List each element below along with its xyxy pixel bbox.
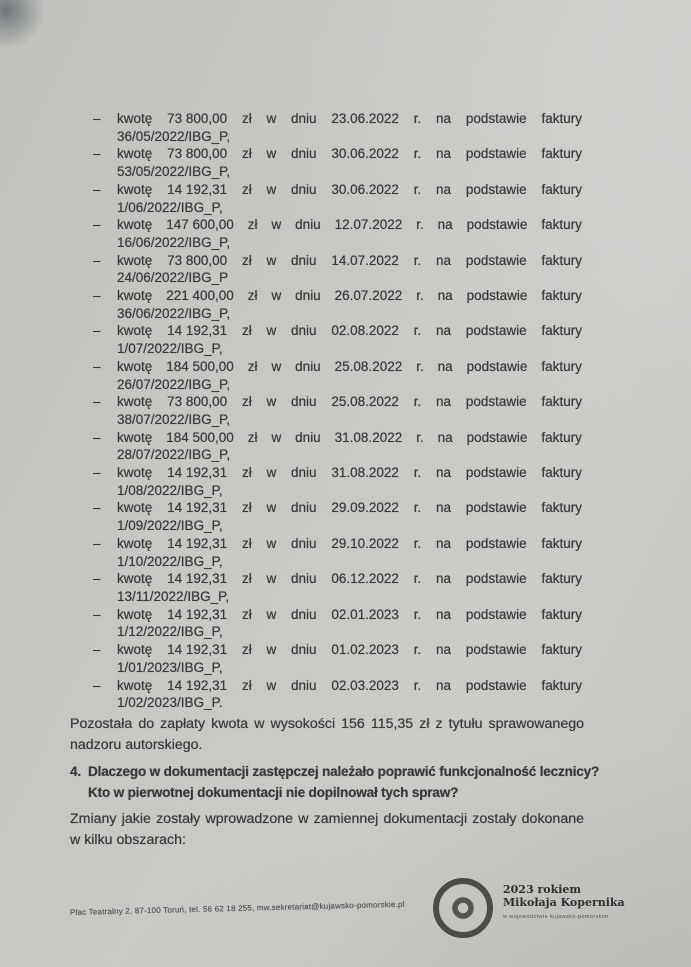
word-dniu: dniu [291, 606, 317, 622]
word-podstawie: podstawie [465, 535, 527, 551]
word-kwote: kwotę [117, 146, 153, 162]
word-zl: zł [247, 429, 258, 445]
payment-item [93, 677, 582, 712]
word-zl: zł [241, 571, 252, 587]
payment-line [117, 499, 582, 517]
word-kwote: kwotę [117, 394, 153, 410]
date-value: 02.08.2022 [331, 323, 399, 339]
word-podstawie: podstawie [465, 323, 527, 339]
invoice-number: 1/09/2022/IBG_P, [117, 518, 223, 534]
payment-item [93, 145, 582, 180]
word-dniu: dniu [291, 146, 317, 162]
bullet-dash: – [93, 394, 101, 410]
word-kwote: kwotę [117, 323, 153, 339]
word-podstawie: podstawie [465, 606, 527, 622]
word-dniu: dniu [291, 323, 317, 339]
amount-value: 184 500,00 [166, 358, 234, 374]
word-podstawie: podstawie [465, 394, 527, 410]
invoice-number: 16/06/2022/IBG_P, [117, 234, 231, 250]
word-na: na [436, 642, 452, 658]
word-r: r. [413, 252, 422, 268]
bullet-dash: – [93, 571, 101, 587]
word-r: r. [413, 677, 422, 693]
payment-line [117, 287, 582, 305]
word-kwote: kwotę [117, 677, 153, 693]
payment-item [93, 499, 582, 534]
word-zl: zł [241, 146, 252, 162]
word-zl: zł [241, 181, 252, 197]
amount-value: 221 400,00 [166, 288, 234, 304]
copernicus-logo-text [503, 884, 625, 924]
paragraph-remaining-amount: Pozostała do zapłaty kwota w wysokości 156 115,35 zł z tytułu sprawowanego nadzoru autorskiego. [70, 716, 584, 754]
date-value: 25.08.2022 [334, 358, 403, 374]
amount-value: 14 192,31 [167, 500, 228, 516]
word-dniu: dniu [291, 394, 317, 410]
word-dniu: dniu [291, 677, 317, 693]
word-zl: zł [241, 500, 252, 516]
amount-value: 14 192,31 [167, 642, 228, 658]
word-dniu: dniu [295, 288, 321, 304]
payment-item [93, 429, 582, 464]
word-faktury: faktury [541, 181, 582, 197]
payment-line [117, 429, 582, 447]
word-na: na [436, 535, 452, 551]
date-value: 26.07.2022 [334, 288, 403, 304]
date-value: 30.06.2022 [331, 181, 399, 197]
bullet-dash: – [93, 288, 101, 304]
word-podstawie: podstawie [465, 500, 527, 516]
word-r: r. [416, 288, 424, 304]
word-r: r. [416, 217, 424, 233]
payment-line [117, 110, 582, 128]
payment-line [117, 570, 582, 588]
payment-item [93, 110, 582, 145]
word-dniu: dniu [291, 252, 317, 268]
word-na: na [436, 181, 452, 197]
word-zl: zł [241, 642, 252, 658]
word-podstawie: podstawie [465, 181, 527, 197]
word-w: w [271, 358, 282, 374]
word-na: na [436, 252, 452, 268]
date-value: 29.10.2022 [331, 535, 399, 551]
payments-list [93, 110, 582, 712]
word-zl: zł [241, 606, 252, 622]
date-value: 06.12.2022 [331, 571, 399, 587]
word-r: r. [413, 535, 422, 551]
word-kwote: kwotę [117, 606, 153, 622]
word-faktury: faktury [541, 146, 582, 162]
question-text: Dlaczego w dokumentacji zastępczej należało poprawić funkcjonalność lecznicy? Kto w pierwotnej dokumentacji nie dopilnował tych spraw? [88, 764, 600, 800]
bullet-dash: – [93, 358, 101, 374]
date-value: 14.07.2022 [331, 252, 399, 268]
word-podstawie: podstawie [465, 677, 527, 693]
payment-item [93, 252, 582, 287]
payment-line [117, 358, 582, 376]
word-w: w [266, 111, 277, 126]
word-kwote: kwotę [117, 252, 153, 268]
logo-line-1: 2023 rokiem [503, 883, 582, 896]
payment-item [93, 641, 582, 676]
amount-value: 73 800,00 [167, 146, 228, 162]
word-kwote: kwotę [117, 642, 153, 658]
bullet-dash: – [93, 111, 101, 126]
question-number: 4. [70, 764, 81, 779]
word-podstawie: podstawie [466, 288, 528, 304]
word-dniu: dniu [291, 500, 317, 516]
bullet-dash: – [93, 252, 101, 268]
word-r: r. [413, 323, 422, 339]
word-kwote: kwotę [117, 571, 153, 587]
word-na: na [437, 217, 453, 233]
word-kwote: kwotę [117, 181, 153, 197]
bullet-dash: – [93, 606, 101, 622]
word-faktury: faktury [541, 323, 582, 339]
word-dniu: dniu [291, 571, 317, 587]
word-w: w [266, 146, 277, 162]
word-faktury: faktury [541, 429, 582, 445]
word-faktury: faktury [541, 642, 582, 658]
word-zl: zł [247, 358, 258, 374]
payment-item [93, 181, 582, 216]
payment-item [93, 464, 582, 499]
word-kwote: kwotę [117, 111, 153, 126]
payment-line [117, 641, 582, 659]
word-kwote: kwotę [117, 358, 153, 374]
amount-value: 73 800,00 [167, 252, 228, 268]
date-value: 01.02.2023 [331, 642, 399, 658]
amount-value: 14 192,31 [167, 181, 228, 197]
word-w: w [266, 535, 277, 551]
word-faktury: faktury [541, 571, 582, 587]
invoice-number: 36/06/2022/IBG_P, [117, 305, 231, 321]
bullet-dash: – [93, 429, 101, 445]
word-zl: zł [241, 465, 252, 481]
word-zl: zł [241, 323, 252, 339]
word-faktury: faktury [541, 252, 582, 268]
payment-item [93, 322, 582, 357]
bullet-dash: – [93, 323, 101, 339]
amount-value: 147 600,00 [166, 217, 234, 233]
word-podstawie: podstawie [466, 217, 528, 233]
footer-address: Plac Teatralny 2, 87-100 Toruń, tel. 56 62 18 255, mw.sekretariat@kujawsko-pomorskie.pl [69, 899, 405, 917]
word-podstawie: podstawie [465, 111, 527, 126]
payment-item [93, 606, 582, 641]
word-na: na [437, 288, 453, 304]
word-podstawie: podstawie [465, 571, 527, 587]
logo-line-3: w województwie kujawsko-pomorskim [503, 914, 609, 920]
invoice-number: 36/05/2022/IBG_P, [117, 128, 231, 144]
payment-line [117, 216, 582, 234]
word-dniu: dniu [291, 642, 317, 658]
bullet-dash: – [93, 465, 101, 481]
word-w: w [271, 429, 282, 445]
word-podstawie: podstawie [465, 465, 527, 481]
word-r: r. [413, 111, 422, 126]
word-w: w [271, 217, 282, 233]
invoice-number: 1/01/2023/IBG_P, [117, 659, 223, 675]
word-w: w [266, 571, 277, 587]
word-dniu: dniu [295, 358, 321, 374]
word-zl: zł [241, 677, 252, 693]
amount-value: 14 192,31 [167, 323, 228, 339]
word-dniu: dniu [291, 535, 317, 551]
word-na: na [436, 465, 452, 481]
word-r: r. [413, 465, 422, 481]
amount-value: 73 800,00 [167, 394, 228, 410]
paragraph-changes-intro: Zmiany jakie zostały wprowadzone w zamiennej dokumentacji zostały dokonane w kilku obszarach: [70, 811, 584, 849]
invoice-number: 28/07/2022/IBG_P, [117, 447, 231, 463]
invoice-number: 24/06/2022/IBG_P [117, 270, 229, 286]
word-w: w [266, 606, 277, 622]
word-na: na [436, 571, 452, 587]
bullet-dash: – [93, 535, 101, 551]
payment-line [117, 677, 582, 695]
word-podstawie: podstawie [466, 429, 528, 445]
word-kwote: kwotę [117, 429, 153, 445]
word-na: na [436, 500, 452, 516]
word-faktury: faktury [541, 288, 582, 304]
invoice-number: 1/12/2022/IBG_P, [117, 624, 223, 640]
word-kwote: kwotę [117, 535, 153, 551]
payment-line [117, 252, 582, 270]
word-zl: zł [241, 111, 252, 126]
payment-item [93, 570, 582, 605]
date-value: 12.07.2022 [334, 217, 403, 233]
word-w: w [266, 500, 277, 516]
amount-value: 14 192,31 [167, 535, 228, 551]
bullet-dash: – [93, 642, 101, 658]
word-w: w [266, 323, 277, 339]
date-value: 25.08.2022 [331, 394, 399, 410]
word-faktury: faktury [541, 111, 582, 126]
invoice-number: 1/02/2023/IBG_P. [117, 695, 223, 711]
word-faktury: faktury [541, 217, 582, 233]
payment-line [117, 393, 582, 411]
date-value: 29.09.2022 [331, 500, 399, 516]
bullet-dash: – [93, 181, 101, 197]
logo-line-2: Mikołaja Kopernika [503, 895, 625, 909]
date-value: 30.06.2022 [331, 146, 399, 162]
word-kwote: kwotę [117, 465, 153, 481]
word-faktury: faktury [541, 394, 582, 410]
payment-item [93, 393, 582, 428]
word-kwote: kwotę [117, 217, 153, 233]
word-na: na [436, 111, 452, 126]
date-value: 31.08.2022 [334, 429, 403, 445]
word-r: r. [416, 358, 424, 374]
amount-value: 14 192,31 [167, 571, 228, 587]
word-faktury: faktury [541, 606, 582, 622]
word-faktury: faktury [541, 465, 582, 481]
bullet-dash: – [93, 217, 101, 233]
payment-item [93, 287, 582, 322]
invoice-number: 1/10/2022/IBG_P, [117, 553, 223, 569]
word-r: r. [413, 181, 422, 197]
payment-line [117, 535, 582, 553]
word-na: na [436, 394, 452, 410]
word-w: w [271, 288, 282, 304]
word-faktury: faktury [541, 535, 582, 551]
payment-line [117, 181, 582, 199]
payment-line [117, 606, 582, 624]
word-na: na [436, 677, 452, 693]
payment-line [117, 464, 582, 482]
word-r: r. [416, 429, 424, 445]
word-w: w [266, 677, 277, 693]
question-4 [70, 762, 604, 804]
word-r: r. [413, 571, 422, 587]
invoice-number: 1/07/2022/IBG_P, [117, 341, 223, 357]
word-w: w [266, 181, 277, 197]
payment-line [117, 145, 582, 163]
bullet-dash: – [93, 500, 101, 516]
copernicus-logo-icon [430, 875, 496, 941]
word-dniu: dniu [291, 111, 317, 126]
word-r: r. [413, 642, 422, 658]
word-na: na [437, 429, 453, 445]
word-zl: zł [247, 288, 258, 304]
word-zl: zł [241, 252, 252, 268]
payment-item [93, 358, 582, 393]
payment-item [93, 535, 582, 570]
amount-value: 73 800,00 [167, 111, 228, 126]
date-value: 23.06.2022 [331, 111, 399, 126]
word-dniu: dniu [291, 465, 317, 481]
payment-line [117, 322, 582, 340]
word-dniu: dniu [295, 217, 321, 233]
amount-value: 14 192,31 [167, 465, 228, 481]
word-r: r. [413, 500, 422, 516]
word-zl: zł [247, 217, 258, 233]
word-dniu: dniu [295, 429, 321, 445]
word-na: na [436, 606, 452, 622]
word-r: r. [413, 394, 422, 410]
word-w: w [266, 465, 277, 481]
invoice-number: 13/11/2022/IBG_P, [117, 588, 230, 604]
invoice-number: 26/07/2022/IBG_P, [117, 376, 231, 392]
word-dniu: dniu [291, 181, 317, 197]
invoice-number: 38/07/2022/IBG_P, [117, 411, 231, 427]
word-zl: zł [241, 535, 252, 551]
word-w: w [266, 252, 277, 268]
invoice-number: 53/05/2022/IBG_P, [117, 164, 231, 180]
word-na: na [437, 358, 453, 374]
bullet-dash: – [93, 677, 101, 693]
word-podstawie: podstawie [465, 642, 527, 658]
word-faktury: faktury [541, 358, 582, 374]
word-r: r. [413, 606, 422, 622]
word-r: r. [413, 146, 422, 162]
word-zl: zł [241, 394, 252, 410]
date-value: 02.01.2023 [331, 606, 399, 622]
invoice-number: 1/08/2022/IBG_P, [117, 482, 223, 498]
word-podstawie: podstawie [466, 358, 528, 374]
date-value: 31.08.2022 [331, 465, 399, 481]
invoice-number: 1/06/2022/IBG_P, [117, 199, 223, 215]
word-na: na [436, 146, 452, 162]
word-w: w [266, 394, 277, 410]
word-kwote: kwotę [117, 288, 153, 304]
word-faktury: faktury [541, 677, 582, 693]
word-w: w [266, 642, 277, 658]
payment-item [93, 216, 582, 251]
word-podstawie: podstawie [465, 146, 527, 162]
amount-value: 184 500,00 [166, 429, 234, 445]
word-faktury: faktury [541, 500, 582, 516]
amount-value: 14 192,31 [167, 677, 228, 693]
bullet-dash: – [93, 146, 101, 162]
amount-value: 14 192,31 [167, 606, 228, 622]
word-podstawie: podstawie [465, 252, 527, 268]
date-value: 02.03.2023 [331, 677, 399, 693]
word-na: na [436, 323, 452, 339]
word-kwote: kwotę [117, 500, 153, 516]
